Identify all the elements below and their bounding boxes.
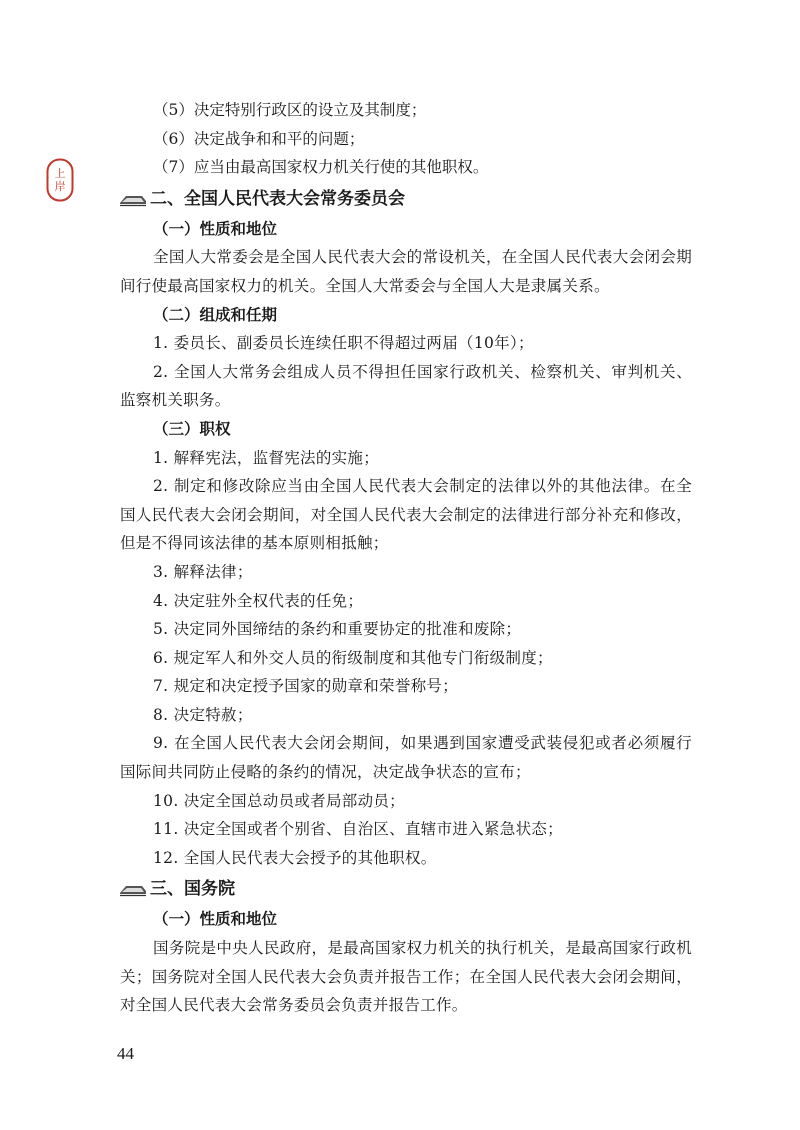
list-item: 9. 在全国人民代表大会闭会期间，如果遇到国家遭受武装侵犯或者必须履行国际间共同防止侵略的条约的情况，决定战争状态的宣布； xyxy=(120,734,692,782)
list-item: 11. 决定全国或者个别省、自治区、直辖市进入紧急状态； xyxy=(153,820,563,839)
list-item: 2. 制定和修改除应当由全国人民代表大会制定的法律以外的其他法律。在全国人民代表大会闭会期间，对全国人民代表大会制定的法律进行部分补充和修改，但是不得同该法律的基本原则相抵触； xyxy=(120,477,692,553)
list-item: 8. 决定特赦； xyxy=(153,705,253,724)
list-item: 5. 决定同外国缔结的条约和重要协定的批准和废除； xyxy=(153,620,522,639)
svg-text:岸: 岸 xyxy=(54,180,66,193)
section-heading xyxy=(118,874,692,904)
paragraph: 国务院是中央人民政府，是最高国家权力机关的执行机关，是最高国家行政机关；国务院对全国人民代表大会负责并报告工作；在全国人民代表大会闭会期间，对全国人民代表大会常务委员会负责并报告工作。 xyxy=(120,939,692,1015)
list-item: 1. 委员长、副委员长连续任职不得超过两届（10年）； xyxy=(153,334,534,353)
list-item: 7. 规定和决定授予国家的勋章和荣誉称号； xyxy=(153,677,459,696)
book-icon xyxy=(118,881,148,897)
book-icon xyxy=(118,191,148,207)
svg-text:上: 上 xyxy=(54,167,66,180)
section-title: 三、国务院 xyxy=(150,879,235,900)
list-item: 6. 规定军人和外交人员的衔级制度和其他专门衔级制度； xyxy=(153,648,553,667)
page-body xyxy=(120,96,692,1020)
list-item: 12. 全国人民代表大会授予的其他职权。 xyxy=(153,848,437,867)
section-title: 二、全国人民代表大会常务委员会 xyxy=(150,188,405,209)
list-item: 10. 决定全国总动员或者局部动员； xyxy=(153,791,405,810)
list-item: （6）决定战争和和平的问题； xyxy=(153,129,365,148)
paragraph: 全国人大常委会是全国人民代表大会的常设机关，在全国人民代表大会闭会期间行使最高国家权力的机关。全国人大常委会与全国人大是隶属关系。 xyxy=(120,248,692,295)
list-item: 2. 全国人大常务会组成人员不得担任国家行政机关、检察机关、审判机关、监察机关职务。 xyxy=(120,362,692,410)
subsection-heading: （三）职权 xyxy=(153,419,231,438)
subsection-heading: （一）性质和地位 xyxy=(153,910,278,929)
section-heading xyxy=(118,184,692,214)
seal-stamp xyxy=(46,158,74,202)
list-item: 3. 解释法律； xyxy=(153,562,253,581)
list-item: 4. 决定驻外全权代表的任免； xyxy=(153,591,364,610)
list-item: （5）决定特别行政区的设立及其制度； xyxy=(153,101,427,119)
list-item: （7）应当由最高国家权力机关行使的其他职权。 xyxy=(153,158,489,177)
subsection-heading: （二）组成和任期 xyxy=(153,305,278,324)
subsection-heading: （一）性质和地位 xyxy=(153,219,278,238)
list-item: 1. 解释宪法，监督宪法的实施； xyxy=(153,448,380,467)
page-number: 44 xyxy=(117,1044,134,1063)
